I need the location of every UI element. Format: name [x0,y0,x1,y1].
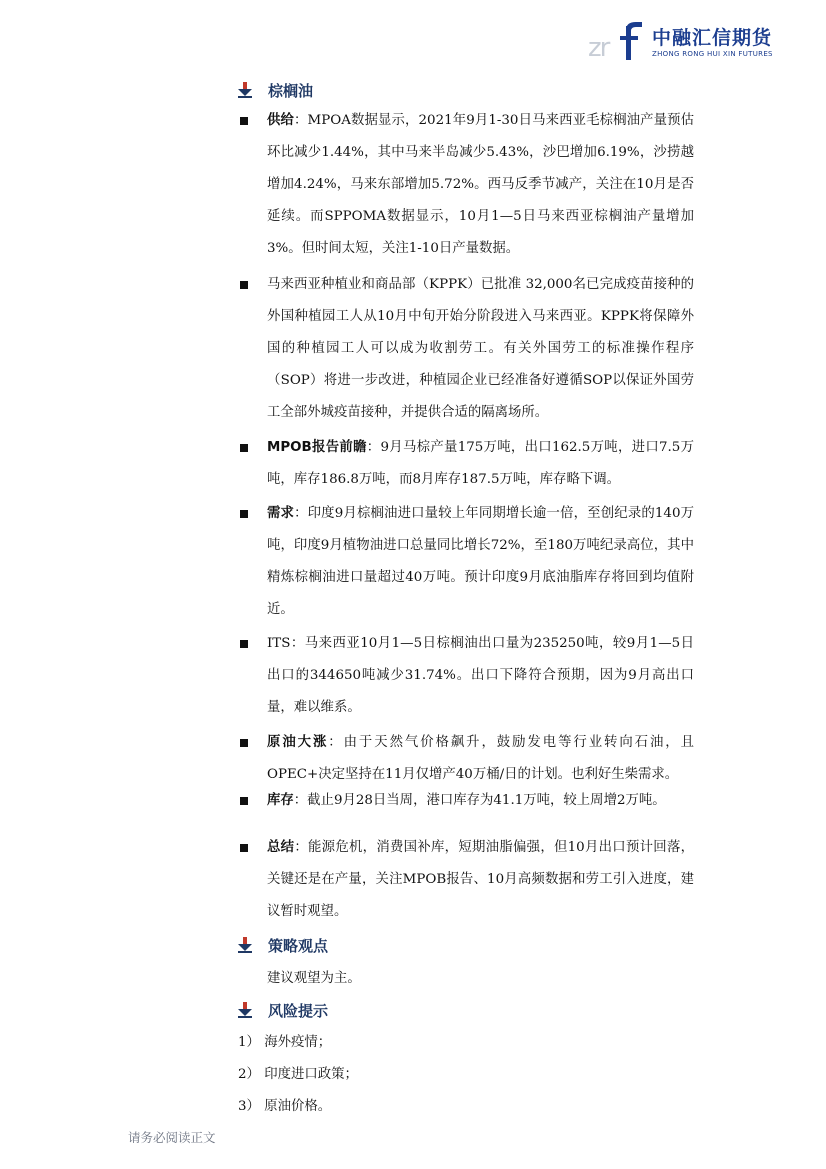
bullet-inventory [238,789,694,813]
company-logo [586,20,786,64]
down-arrow-bullet-icon [238,82,252,98]
section-title: 策略观点 [268,936,329,955]
bullet-separator: ： [294,113,308,128]
bullet-label: 原油大涨 [267,735,329,750]
bullet-supply [238,105,694,265]
bullet-text: 能源危机，消费国补库，短期油脂偏强，但10月出口预计回落，关键还是在产量，关注MPOB报告、10月高频数据和劳工引入进度，建议暂时观望。 [267,840,695,919]
bullet-text: 印度9月棕榈油进口量较上年同期增长逾一倍，至创纪录的140万吨，印度9月植物油进口总量同比增长72%，至180万吨纪录高位，其中精炼棕榈油进口量超过40万吨。预计印度9月底油脂库存将回到均值附近。 [267,506,695,617]
bullet-separator: ： [294,506,308,521]
strategy-text: 建议观望为主。 [267,971,361,986]
risk-item [238,1033,331,1053]
bullet-summary [238,832,694,928]
square-bullet-icon [240,797,248,805]
square-bullet-icon [240,844,248,852]
risk-item-number: 2） [238,1067,260,1082]
risk-item-text: 原油价格。 [264,1099,332,1114]
bullet-its-exports [238,628,694,724]
square-bullet-icon [240,117,248,125]
bullet-crude-oil [238,727,694,791]
bullet-text: 9月马棕产量175万吨，出口162.5万吨，进口7.5万吨，库存186.8万吨，而8月库存187.5万吨，库存略下调。 [267,440,694,487]
section-heading-strategy [238,934,328,956]
bullet-text: 截止9月28日当周，港口库存为41.1万吨，较上周增2万吨。 [307,793,666,808]
square-bullet-icon [240,640,248,648]
section-heading-palm-oil [238,79,313,101]
bullet-separator: ： [294,840,309,855]
square-bullet-icon [240,281,248,289]
section-heading-risk [238,999,328,1021]
bullet-text: 由于天然气价格飙升，鼓励发电等行业转向石油，且OPEC+决定坚持在11月仅增产40万桶/日的计划。也利好生柴需求。 [267,735,695,782]
risk-item-text: 印度进口政策； [264,1067,358,1082]
risk-item [238,1097,331,1117]
risk-item-number: 3） [238,1099,260,1114]
down-arrow-bullet-icon [238,1002,252,1018]
risk-item-text: 海外疫情； [264,1035,332,1050]
square-bullet-icon [240,510,248,518]
bullet-label: 供给 [267,113,295,128]
section-title: 棕榈油 [268,81,314,100]
bullet-separator: ： [293,793,308,808]
bullet-label: 库存 [267,793,294,808]
bullet-separator: ： [366,440,381,455]
bullet-demand [238,498,694,626]
bullet-label: 需求 [267,506,295,521]
bullet-text: ITS：马来西亚10月1—5日棕榈油出口量为235250吨，较9月1—5日出口的344650吨减少31.74%。出口下降符合预期，因为9月高出口量，难以维系。 [267,636,694,715]
risk-item [238,1065,358,1085]
zrf-logo-mark-icon [586,20,648,64]
down-arrow-bullet-icon [238,937,252,953]
bullet-kppk [238,269,694,429]
bullet-label: MPOB报告前瞻 [267,440,367,455]
bullet-separator: ： [328,735,344,750]
logo-english-name: ZHONG RONG HUI XIN FUTURES [652,50,773,58]
bullet-text: 马来西亚种植业和商品部（KPPK）已批准 32,000名已完成疫苗接种的外国种植园工人从10月中旬开始分阶段进入马来西亚。KPPK将保障外国的种植园工人可以成为收割劳工。有关外国劳工的标准操作程序（SOP）将进一步改进，种植园企业已经准备好遵循SOP以保证外国劳工全部外城疫苗接种，并提供合适的隔离场所。 [267,277,694,420]
footer-disclaimer: 请务必阅读正文 [128,1130,216,1145]
square-bullet-icon [240,444,248,452]
bullet-mpob-preview [238,432,694,496]
section-title: 风险提示 [268,1001,329,1020]
logo-chinese-name: 中融汇信期货 [652,27,773,49]
risk-item-number: 1） [238,1035,260,1050]
bullet-label: 总结 [267,840,295,855]
svg-text:zr: zr [588,33,609,63]
bullet-text: MPOA数据显示，2021年9月1-30日马来西亚毛棕榈油产量预估环比减少1.44%，其中马来半岛减少5.43%，沙巴增加6.19%，沙捞越增加4.24%，马来东部增加5.72%。西马反季节减产，关注在10月是否延续。而SPPOMA数据显示，10月1—5日马来西亚棕榈油产量增加3%。但时间太短，关注1-10日产量数据。 [267,113,695,256]
square-bullet-icon [240,739,248,747]
